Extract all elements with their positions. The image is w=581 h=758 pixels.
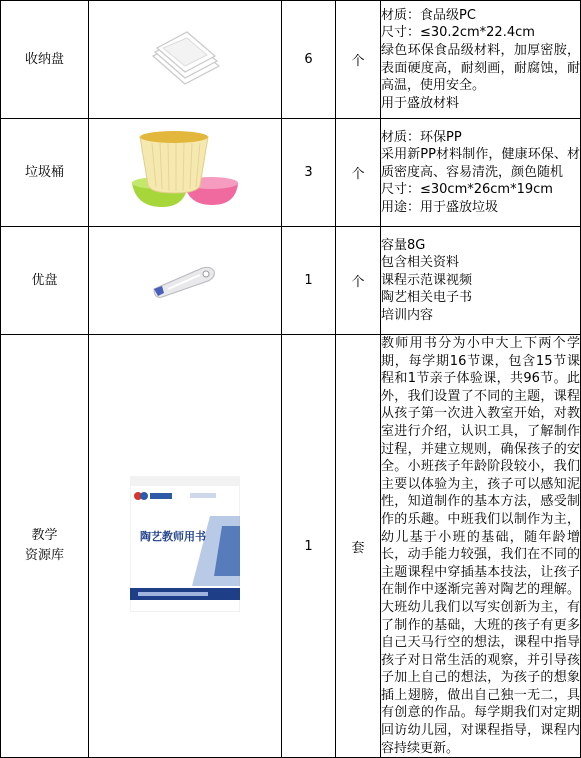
unit-cell: 个 [336,227,381,335]
description-line: 用于盛放材料 [381,95,460,111]
trash-bins-image [89,119,282,227]
description-line: 尺寸：≤30cm*26cm*19cm [381,182,553,198]
quantity-cell: 1 [282,335,336,758]
usb-drive-image [89,227,282,335]
description-cell [381,1,581,119]
item-name-line: 教学 [31,528,58,544]
item-name-cell: 收纳盘 [1,1,89,119]
description-line: 包含相关资料 [381,255,460,271]
item-name-cell: 优盘 [1,227,89,335]
description-line: 课程示范课视频 [381,272,473,288]
table-row [1,1,581,119]
book-title: 陶艺教师用书 [140,530,206,544]
unit-cell: 个 [336,1,381,119]
description-line: 陶艺相关电子书 [381,290,473,306]
item-name-cell: 垃圾桶 [1,119,89,227]
unit-cell: 套 [336,335,381,758]
item-name-cell [1,335,89,758]
item-name-line: 资源库 [24,548,64,564]
storage-tray-image [89,1,282,119]
description-cell [381,119,581,227]
table-row [1,119,581,227]
description-cell [381,227,581,335]
description-line: 尺寸：≤30.2cm*22.4cm [381,25,535,41]
description-cell [381,335,581,758]
description-line: 容量8G [381,237,426,253]
unit-cell: 个 [336,119,381,227]
quantity-cell: 6 [282,1,336,119]
table-row [1,335,581,758]
quantity-cell: 3 [282,119,336,227]
description-line: 绿色环保食品级材料，加厚密胺，表面硬度高，耐刻画，耐腐蚀，耐高温，使用安全。 [381,42,580,94]
description-line: 用途：用于盛放垃圾 [381,199,499,215]
description-line: 培训内容 [381,307,434,323]
description-line: 材质：食品级PC [381,7,476,23]
teacher-book-cover-image [89,335,282,758]
description-line: 材质：环保PP [381,129,462,145]
quantity-cell: 1 [282,227,336,335]
description-line: 采用新PP材料制作，健康环保、材质密度高、容易清洗，颜色随机 [381,147,580,180]
table-row [1,227,581,335]
description-paragraph: 教师用书分为小中大上下两个学期，每学期16节课，包含15节课程和1节亲子体验课，共96节。此外，我们设置了不同的主题，课程从孩子第一次进入教室开始，对教室进行介绍，认识工具，了解制作过程，并建立规则，确保孩子的安全。小班孩子年龄阶段较小，我们主要以体验为主，孩子可以感知泥性，知道制作的基本方法，感受制作的乐趣。中班我们以制作为主，幼儿基于小班的基础，随年龄增长，动手能力较强，我们在不同的主题课程中穿插基本技法，让孩子在制作中逐渐完善对陶艺的理解。大班幼儿我们以写实创新为主，有了制作的基础，大班的孩子有更多自己天马行空的想法，课程中指导孩子对日常生活的观察，并引导孩子加上自己的想法，为孩子的想象插上翅膀，做出自己独一无二，具有创意的作品。每学期我们对定期回访幼儿园，对课程指导，课程内容持续更新。 [381,336,580,756]
